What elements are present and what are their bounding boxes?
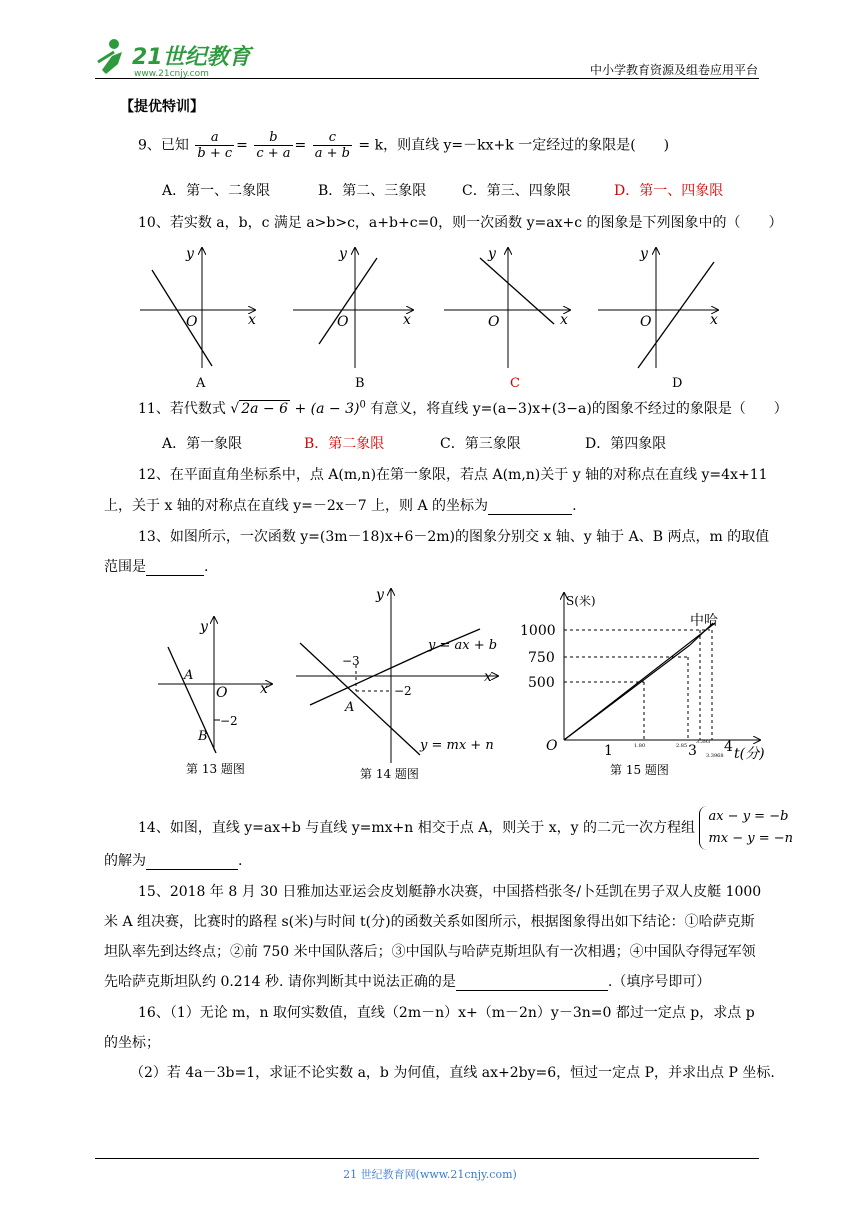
header-divider: [95, 78, 759, 79]
logo-url: www.21cnjy.com: [134, 69, 209, 78]
fig14-y-value: −2: [394, 684, 412, 698]
fig15-x-label: t(分): [734, 746, 765, 762]
fig15: [520, 593, 765, 777]
axis-y-label: y: [640, 246, 648, 262]
radicand: 2a − 6: [241, 401, 288, 417]
q10-graph-d: [598, 246, 718, 390]
sqrt-expression: √ 2a − 6: [230, 401, 288, 417]
fig13: [158, 617, 272, 776]
q15-line4-end: .（填序号即可）: [607, 974, 711, 990]
fig15-small-tick: 3.3968: [706, 753, 724, 759]
axis-y-label: y: [339, 246, 347, 262]
answer-blank: [456, 990, 608, 991]
q15-line2: 米 A 组决赛，比赛时的路程 s(米)与时间 t(分)的函数关系如图所示，根据图象得出如下结论：①哈萨克斯: [104, 914, 755, 930]
footer-divider: [95, 1158, 759, 1159]
q12-line1: 12、在平面直角坐标系中，点 A(m,n)在第一象限，若点 A(m,n)关于 y 轴的对称点在直线 y=4x+11: [138, 467, 768, 483]
footer-text: 21 世纪教育网(www.21cnjy.com): [343, 1168, 517, 1181]
fig15-ytick-500: 500: [528, 675, 555, 691]
fig14-line1-label: y = ax + b: [428, 638, 498, 653]
graph-label-b: B: [355, 376, 365, 390]
fig13-value: −2: [220, 714, 238, 728]
q9-option-b: B．第二、三象限: [318, 183, 427, 199]
q15-line1: 15、2018 年 8 月 30 日雅加达亚运会皮划艇静水决赛，中国搭档张冬/卜廷凯在男子双人皮艇 1000: [138, 884, 762, 900]
q11-option-a: A．第一象限: [162, 436, 243, 452]
q10-graphs: [130, 240, 770, 390]
fig15-legend: 中哈: [690, 613, 718, 629]
fig15-caption: 第 15 题图: [610, 763, 669, 777]
q9-option-c: C．第三、四象限: [462, 183, 571, 199]
graph-label-d: D: [672, 376, 683, 390]
q10-stem: 10、若实数 a，b，c 满足 a>b>c，a+b+c=0，则一次函数 y=ax+c 的图象是下列图象中的（ ）: [138, 215, 783, 231]
equation-1: ax − y = −b: [708, 809, 789, 824]
fig13-origin: O: [216, 685, 228, 701]
platform-name: 中小学教育资源及组卷应用平台: [589, 63, 758, 77]
fig15-origin: O: [546, 738, 558, 754]
q14-text: 14、如图，直线 y=ax+b 与直线 y=mx+n 相交于点 A，则关于 x，y 的二元一次方程组: [138, 820, 696, 836]
axis-x-label: x: [403, 312, 411, 328]
q9-eq-k: = k: [358, 137, 384, 154]
fig13-point-a: A: [184, 668, 194, 683]
q14-stem: [138, 806, 797, 850]
section-title: 【提优特训】: [120, 99, 204, 115]
q9-stem: 9、已知 $\frac{a}{b + c}$ = $\frac{b}{c + a}$ = $\frac{c}{a + b}$ = k，则直线 y=－kx+k 一定经过的象限是( ): [138, 130, 670, 161]
q13-line2-text: 范围是: [104, 559, 146, 575]
fig13-y-label: y: [200, 619, 208, 635]
axis-x-label: x: [560, 312, 568, 328]
fig15-small-tick: 3.393: [696, 739, 711, 745]
q9-frac1: $\frac{a}{b + c}$: [197, 130, 233, 161]
q11-suffix: 有意义，将直线 y=(a−3)x+(3−a)的图象不经过的象限是（ ）: [370, 401, 788, 417]
origin-label: O: [337, 314, 349, 330]
fig15-small-tick: 1.80: [634, 743, 646, 749]
origin-label: O: [186, 314, 198, 330]
answer-blank: [488, 514, 572, 515]
q11-option-c: C．第三象限: [440, 436, 521, 452]
q15-line4: [104, 971, 710, 991]
q9-option-d: D．第一、四象限: [614, 183, 724, 199]
q15-line4-text: 先哈萨克斯坦队约 0.214 秒. 请你判断其中说法正确的是: [104, 974, 456, 990]
q14-line2: 的解为 .: [104, 853, 243, 869]
q9-suffix: ，则直线 y=－kx+k 一定经过的象限是( ): [383, 137, 670, 154]
axis-x-label: x: [710, 312, 718, 328]
q10-graph-b: [293, 246, 413, 390]
q9-frac2: $\frac{b}{c + a}$: [256, 130, 291, 161]
q11-option-d: D．第四象限: [585, 436, 667, 452]
q11-stem: [138, 398, 788, 418]
graph-label-c: C: [510, 376, 520, 390]
axis-y-label: y: [186, 246, 194, 262]
answer-blank: [146, 869, 238, 870]
q11-exponent: 0: [359, 399, 366, 411]
fig13-point-b: B: [198, 729, 208, 744]
fig14-x-value: −3: [342, 654, 360, 668]
origin-label: O: [488, 314, 500, 330]
q16-line3: （2）若 4a－3b=1，求证不论实数 a，b 为何值，直线 ax+2by=6，恒过一定点 P，并求出点 P 坐标.: [130, 1065, 775, 1081]
axis-y-label: y: [488, 246, 496, 262]
fig15-ytick-1000: 1000: [520, 623, 556, 639]
figures-row: [150, 585, 780, 785]
q11-option-b: B．第二象限: [304, 436, 385, 452]
equation-2: mx − y = −n: [708, 831, 794, 846]
axis-x-label: x: [248, 312, 256, 328]
equation-system: [699, 806, 797, 850]
q10-graph-a: [140, 246, 256, 390]
origin-label: O: [640, 314, 652, 330]
fig13-x-label: x: [260, 681, 268, 697]
fig14-line2-label: y = mx + n: [420, 738, 494, 753]
fig13-caption: 第 13 题图: [186, 762, 245, 776]
fig15-xtick-4: 4: [724, 739, 733, 755]
q11-prefix: 11、若代数式: [138, 401, 226, 417]
q16-line1: 16、（1）无论 m，n 取何实数值，直线（2m－n）x+（m－2n）y－3n=0 都过一定点 p，求点 p: [138, 1005, 755, 1021]
q13-line1: 13、如图所示，一次函数 y=(3m－18)x+6－2m)的图象分别交 x 轴、y 轴于 A、B 两点，m 的取值: [138, 529, 770, 545]
fig15-xtick-3: 3: [688, 743, 697, 759]
fig14-caption: 第 14 题图: [360, 767, 419, 781]
answer-blank: [146, 575, 204, 576]
q15-line3: 坦队率先到达终点；②前 750 米中国队落后；③中国队与哈萨克斯坦队有一次相遇；④中国队夺得冠军领: [104, 944, 756, 960]
q10-graph-c: [444, 246, 570, 390]
fig15-ytick-750: 750: [528, 650, 555, 666]
q9-frac3: $\frac{c}{a + b}$: [314, 130, 350, 161]
fig15-xtick-1: 1: [604, 743, 613, 759]
q12-line2-text: 上，关于 x 轴的对称点在直线 y=－2x－7 上，则 A 的坐标为: [104, 498, 489, 514]
q9-option-a: A．第一、二象限: [162, 183, 271, 199]
fig14-y-label: y: [376, 587, 384, 603]
q9-prefix: 9、已知: [138, 137, 189, 154]
fig15-small-tick: 2.85: [676, 743, 688, 749]
logo-brand: 21世纪教育: [132, 45, 251, 70]
q13-line2: 范围是 .: [104, 559, 209, 575]
fig14-point-a: A: [345, 700, 355, 715]
graph-label-a: A: [196, 376, 206, 390]
q16-line2: 的坐标；: [104, 1035, 160, 1051]
fig15-y-label: S(米): [566, 594, 596, 608]
q14-line2-text: 的解为: [104, 853, 146, 869]
q11-power-base: + (a − 3): [294, 401, 360, 417]
fig14-x-label: x: [484, 669, 492, 685]
logo-icon: [96, 34, 256, 78]
fig14: [296, 587, 498, 781]
q12-line2: 上，关于 x 轴的对称点在直线 y=－2x－7 上，则 A 的坐标为 .: [104, 498, 577, 514]
